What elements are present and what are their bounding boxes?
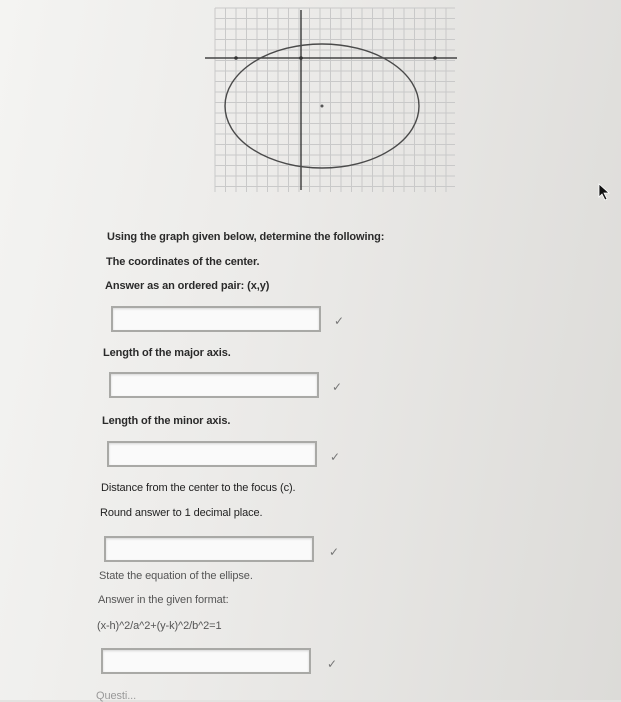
minor-axis-answer-input[interactable] — [107, 441, 317, 467]
spellcheck-icon[interactable]: ✓ — [333, 314, 345, 328]
question-focus-label: Distance from the center to the focus (c). — [101, 482, 296, 494]
center-answer-input[interactable] — [111, 306, 321, 332]
focus-distance-answer-input[interactable] — [104, 536, 314, 562]
question-focus-rounding: Round answer to 1 decimal place. — [100, 507, 263, 519]
origin-point — [299, 56, 303, 60]
mouse-cursor-icon — [598, 183, 612, 201]
question-equation-label: State the equation of the ellipse. — [99, 570, 253, 582]
next-question-label: Questi... — [96, 690, 137, 702]
spellcheck-icon[interactable]: ✓ — [326, 657, 338, 671]
question-center-format: Answer as an ordered pair: (x,y) — [105, 280, 270, 292]
spellcheck-icon[interactable]: ✓ — [331, 380, 343, 394]
vertex-point-left — [234, 56, 238, 60]
question-center-label: The coordinates of the center. — [106, 256, 260, 268]
question-minor-axis-label: Length of the minor axis. — [102, 415, 231, 427]
equation-answer-input[interactable] — [101, 648, 311, 674]
equation-format-text: (x-h)^2/a^2+(y-k)^2/b^2=1 — [97, 620, 222, 632]
question-major-axis-label: Length of the major axis. — [103, 347, 231, 359]
spellcheck-icon[interactable]: ✓ — [328, 545, 340, 559]
instructions-text: Using the graph given below, determine the following: — [107, 231, 385, 243]
vertex-point-right — [433, 56, 437, 60]
question-equation-format-label: Answer in the given format: — [98, 594, 229, 606]
ellipse-graph — [205, 0, 461, 200]
center-point — [321, 105, 324, 108]
spellcheck-icon[interactable]: ✓ — [329, 450, 341, 464]
major-axis-answer-input[interactable] — [109, 372, 319, 398]
